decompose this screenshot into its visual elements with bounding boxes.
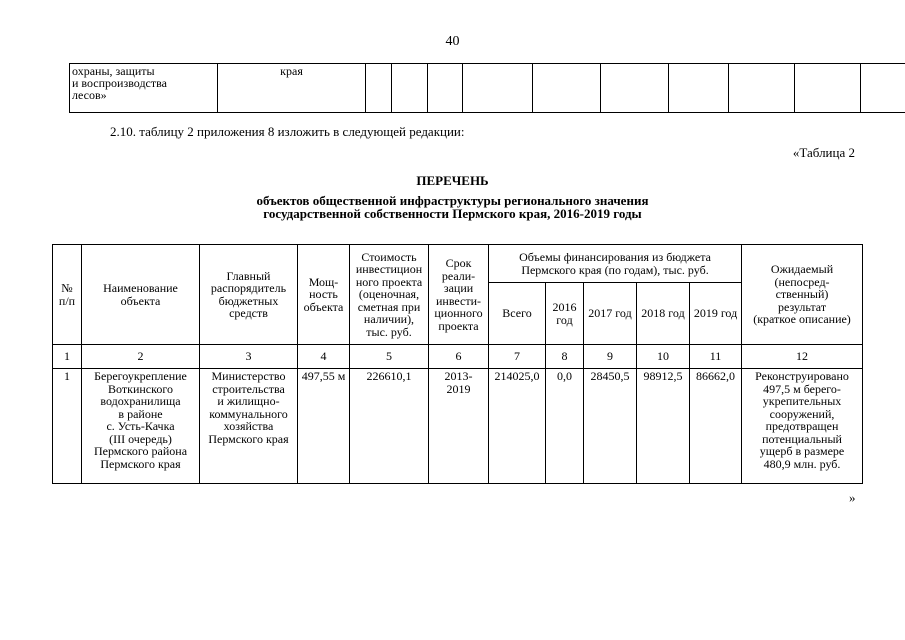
cell-capacity: 497,55 м	[298, 369, 350, 484]
col-number: 5	[350, 345, 429, 369]
col-number: 11	[690, 345, 742, 369]
header-term: Срок реали- зации инвести- ционного проекта	[429, 245, 489, 345]
cell-term: 2013- 2019	[429, 369, 489, 484]
header-2018: 2018 год	[637, 283, 690, 345]
header-2017: 2017 год	[584, 283, 637, 345]
header-result: Ожидаемый (непосред- ственный) результат (краткое описание)	[742, 245, 863, 345]
fragment-cell-region: края	[218, 64, 366, 113]
col-number: 2	[82, 345, 200, 369]
col-number: 6	[429, 345, 489, 369]
cell-total: 214025,0	[489, 369, 546, 484]
header-total: Всего	[489, 283, 546, 345]
col-number: 3	[200, 345, 298, 369]
closing-quote: »	[849, 490, 856, 505]
cell-2016: 0,0	[546, 369, 584, 484]
col-number: 9	[584, 345, 637, 369]
header-capacity: Мощ- ность объекта	[298, 245, 350, 345]
cell-manager: Министерство строительства и жилищно- коммунального хозяйства Пермского края	[200, 369, 298, 484]
table-reference: «Таблица 2	[792, 145, 855, 160]
cell-2017: 28450,5	[584, 369, 637, 484]
header-2019: 2019 год	[690, 283, 742, 345]
header-name: Наименование объекта	[82, 245, 200, 345]
subtitle-line-1: объектов общественной инфраструктуры регионального значения	[256, 193, 649, 208]
previous-table-fragment	[69, 63, 905, 113]
cell-2019: 86662,0	[690, 369, 742, 484]
col-number: 10	[637, 345, 690, 369]
header-manager: Главный распорядитель бюджетных средств	[200, 245, 298, 345]
header-cost: Стоимость инвестицион ного проекта (оценочная, сметная при наличии), тыс. руб.	[350, 245, 429, 345]
col-number: 7	[489, 345, 546, 369]
fragment-cell-name: охраны, защиты и воспроизводства лесов»	[70, 64, 218, 113]
col-number: 12	[742, 345, 863, 369]
col-number: 8	[546, 345, 584, 369]
page-number: 40	[445, 34, 460, 49]
header-funding: Объемы финансирования из бюджета Пермского края (по годам), тыс. руб.	[489, 245, 742, 283]
subtitle-line-2: государственной собственности Пермского края, 2016-2019 годы	[263, 206, 642, 221]
cell-num: 1	[53, 369, 82, 484]
col-number: 4	[298, 345, 350, 369]
cell-result: Реконструировано 497,5 м берего- укрепительных сооружений, предотвращен потенциальный ущерб в размере 480,9 млн. руб.	[742, 369, 863, 484]
amendment-instruction: 2.10. таблицу 2 приложения 8 изложить в следующей редакции:	[110, 124, 465, 139]
cell-2018: 98912,5	[637, 369, 690, 484]
document-title: ПЕРЕЧЕНЬ	[416, 173, 489, 188]
table-row	[53, 369, 863, 484]
document-subtitle	[0, 194, 905, 220]
header-num: № п/п	[53, 245, 82, 345]
objects-table	[52, 244, 863, 484]
cell-name: Берегоукрепление Воткинского водохранилища в районе с. Усть-Качка (III очередь) Пермского района Пермского края	[82, 369, 200, 484]
col-number: 1	[53, 345, 82, 369]
header-2016: 2016 год	[546, 283, 584, 345]
cell-cost: 226610,1	[350, 369, 429, 484]
